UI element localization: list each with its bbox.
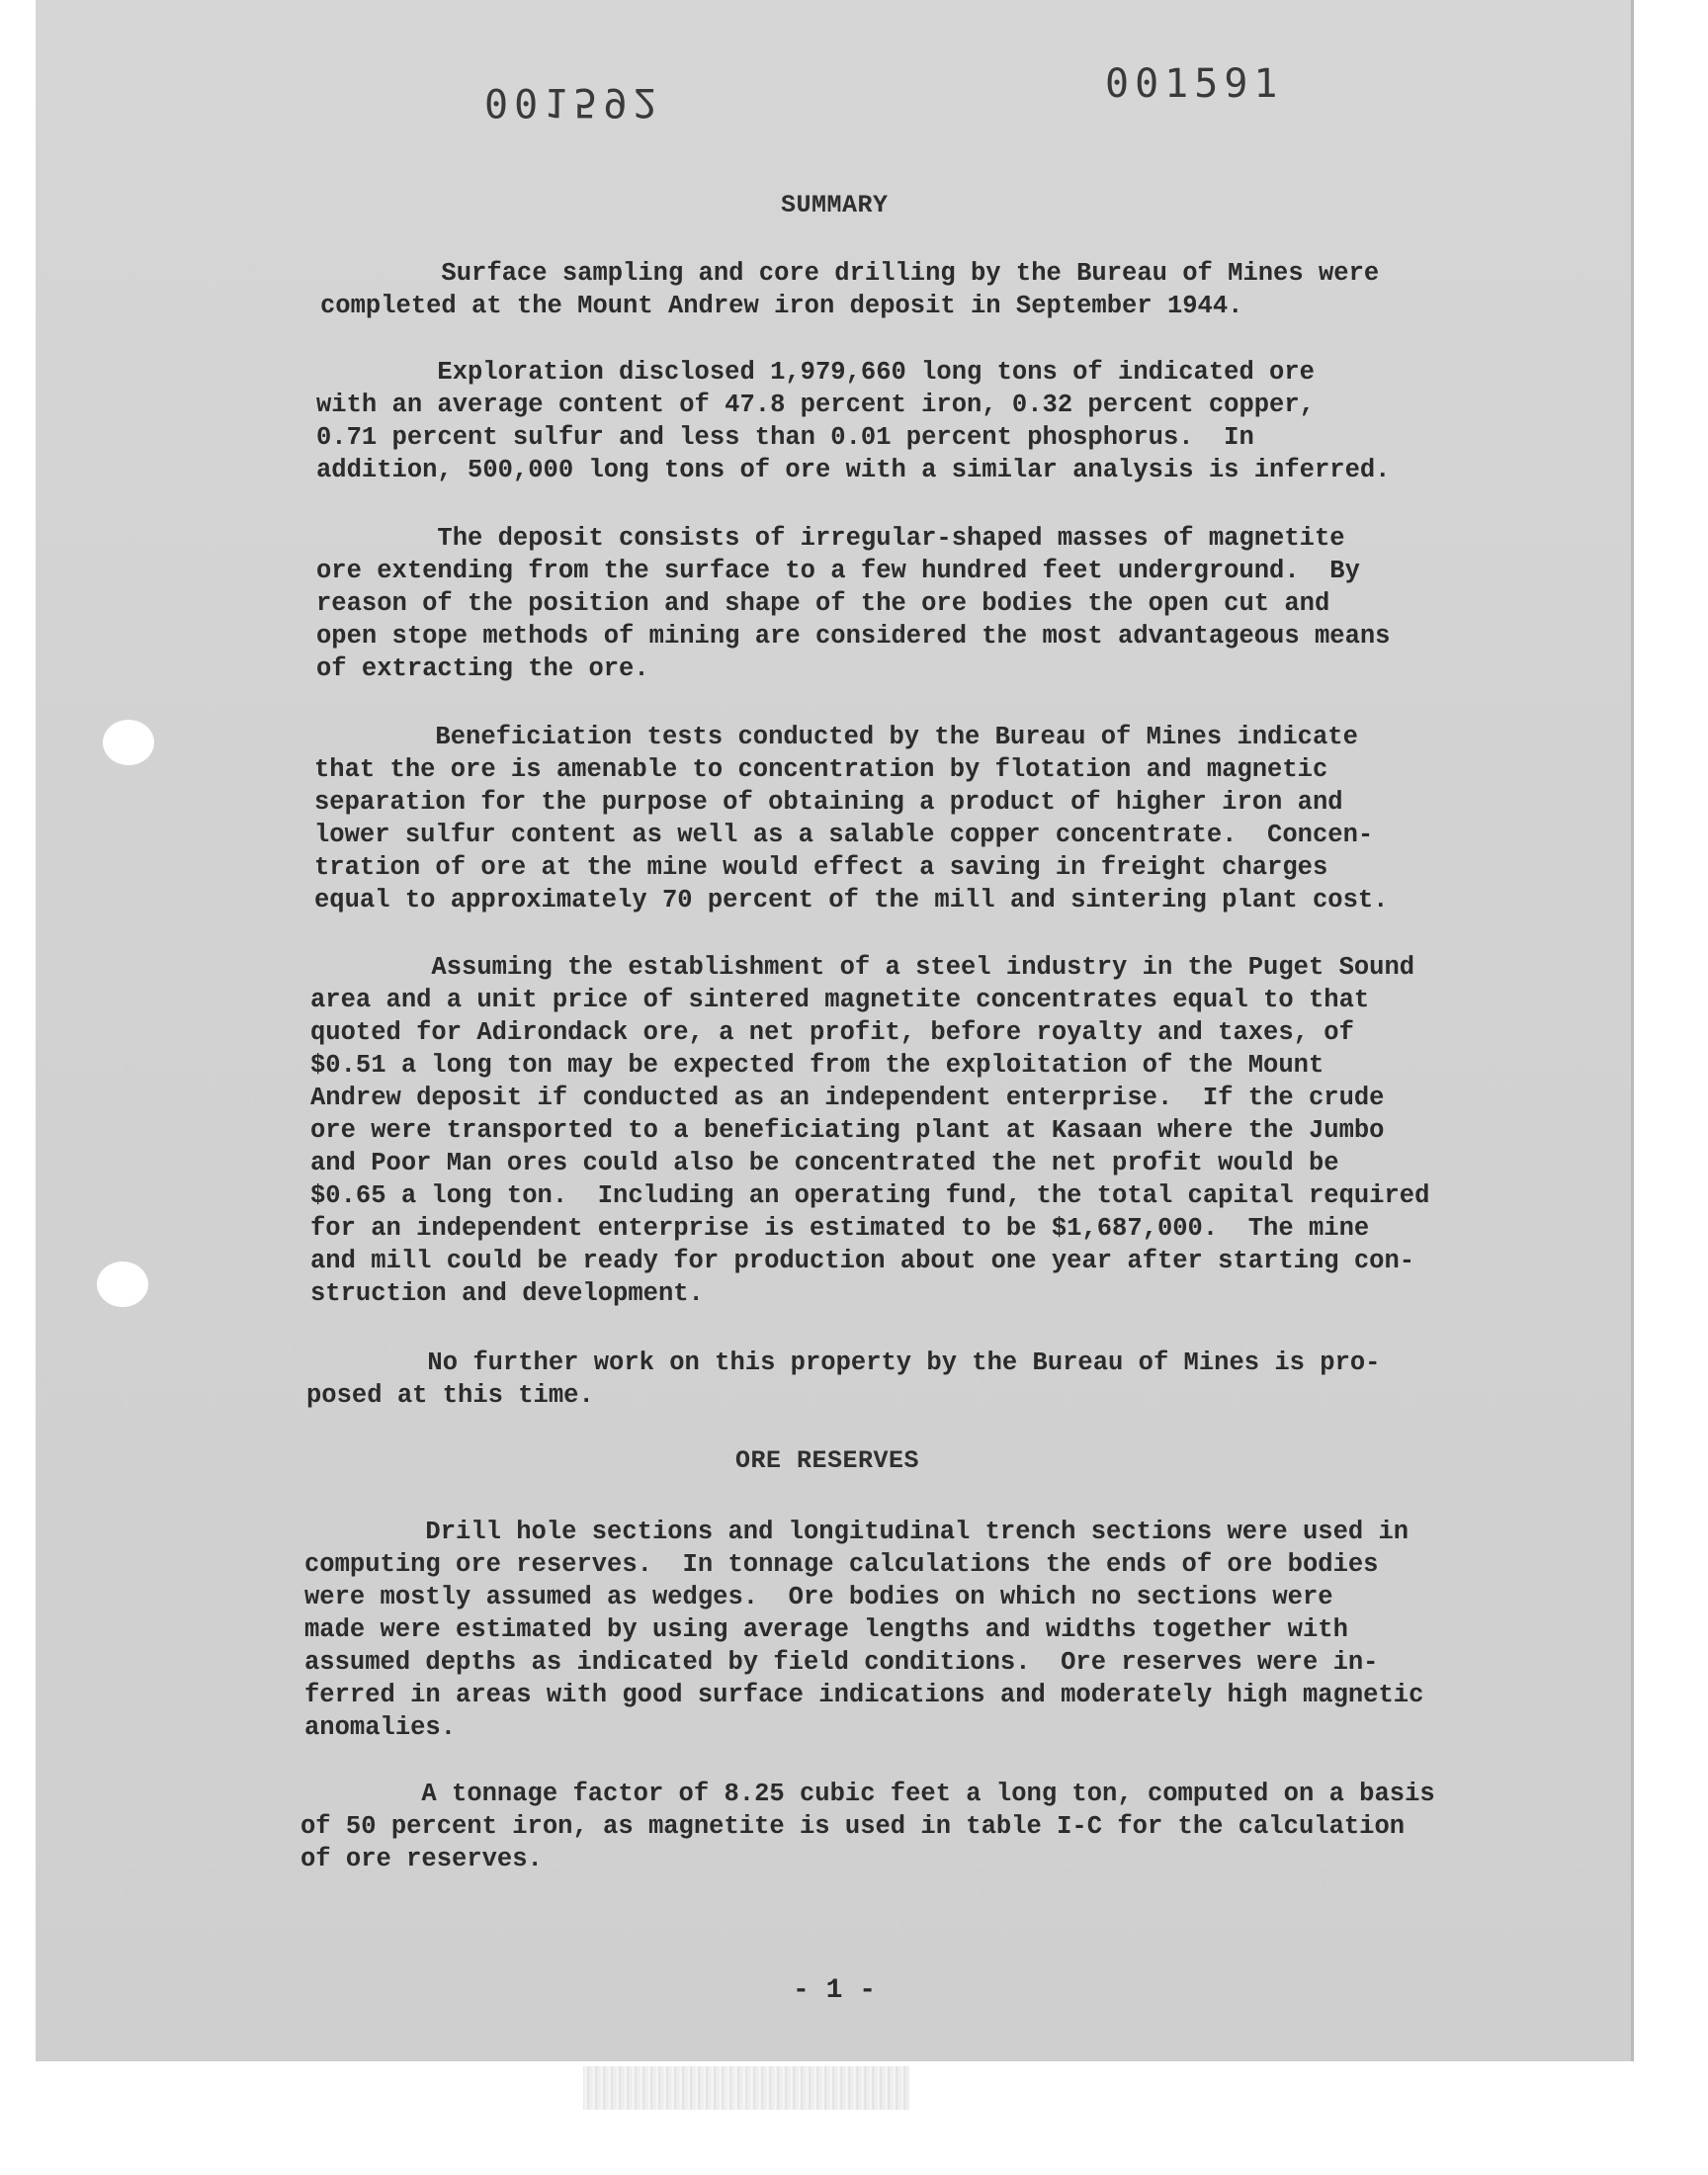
ore-reserves-paragraph-1: Drill hole sections and longitudinal trench sections were used in computing ore reserves. In tonnage calculations the ends of ore bodies were mostly assumed as wedges. Ore bodies on which no sections were made were estimated by using average lengths and widths together with assumed depths as indicated by field conditions. Ore reserves were in- ferred in areas with good surface indications and moderately high magnetic anomalies. (304, 1518, 1424, 1742)
summary-paragraph-4: Beneficiation tests conducted by the Bureau of Mines indicate that the ore is amenable to concentration by flotation and magnetic separation for the purpose of obtaining a product of higher iron and lower sulfur content as well as a salable copper concentrate. Concen- tration of ore at the mine would effect a saving in freight charges equal to approximately 70 percent of the mill and sintering plant cost. (314, 723, 1389, 914)
ore-reserves-heading: ORE RESERVES (735, 1446, 920, 1475)
punch-hole-top (103, 720, 154, 765)
stamp-number-mirrored: 001592 (484, 79, 663, 125)
ore-reserves-paragraph-2: A tonnage factor of 8.25 cubic feet a long ton, computed on a basis of 50 percent iron, as magnetite is used in table I-C for the calculation of ore reserves. (300, 1780, 1435, 1873)
summary-paragraph-3: The deposit consists of irregular-shaped masses of magnetite ore extending from the surface to a few hundred feet underground. By reason of the position and shape of the ore bodies the open cut and open stope methods of mining are considered the most advantageous means of extracting the ore. (316, 524, 1391, 683)
summary-paragraph-2: Exploration disclosed 1,979,660 long tons of indicated ore with an average content of 47.8 percent iron, 0.32 percent copper, 0.71 percent sulfur and less than 0.01 percent phosphorus. In addition, 500,000 long tons of ore with a similar analysis is inferred. (316, 358, 1391, 484)
scan-artifact (583, 2066, 909, 2110)
summary-heading: SUMMARY (781, 191, 889, 219)
summary-paragraph-1: Surface sampling and core drilling by the Bureau of Mines were completed at the Mount Andrew iron deposit in September 1944. (320, 259, 1380, 320)
summary-paragraph-5: Assuming the establishment of a steel industry in the Puget Sound area and a unit price of sintered magnetite concentrates equal to that quoted for Adirondack ore, a net profit, before royalty and taxes, of $0.51 a long ton may be expected from the exploitation of the Mount Andrew deposit if conducted as an independent enterprise. If the crude ore were transported to a beneficiating plant at Kasaan where the Jumbo and Poor Man ores could also be concentrated the net profit would be $0.65 a long ton. Including an operating fund, the total capital required for an independent enterprise is estimated to be $1,687,000. The mine and mill could be ready for production about one year after starting con- struction and development. (310, 953, 1430, 1308)
summary-paragraph-6: No further work on this property by the Bureau of Mines is pro- posed at this time. (306, 1348, 1381, 1410)
page-number: - 1 - (793, 1975, 877, 2006)
stamp-number: 001591 (1105, 61, 1284, 107)
punch-hole-bottom (97, 1262, 148, 1307)
